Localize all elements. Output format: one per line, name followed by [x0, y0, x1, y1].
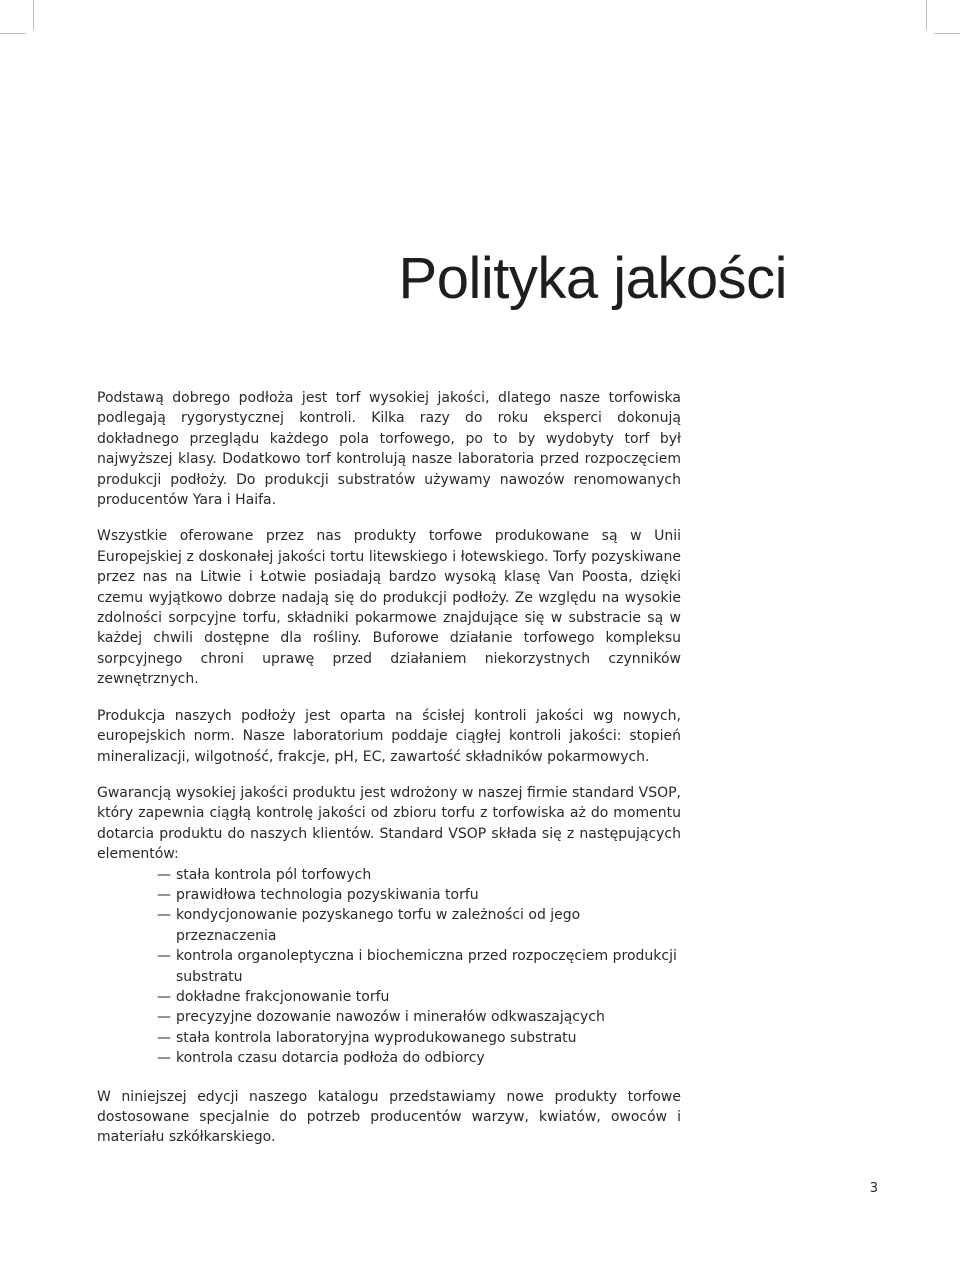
dash-icon: —: [157, 1009, 171, 1026]
list-item: — kontrola czasu dotarcia podłoża do odbiorcy: [157, 1048, 681, 1068]
paragraph-production: Produkcja naszych podłoży jest oparta na ścisłej kontroli jakości wg nowych, europejskich norm. Nasze laboratorium poddaje ciągłej kontroli jakości: stopień mineralizacji, wilgotność, frakcje, pH, EC, zawartość składników pokarmowych.: [97, 707, 681, 765]
list-item: — dokładne frakcjonowanie torfu: [157, 987, 681, 1007]
dash-icon: —: [157, 907, 171, 924]
dash-icon: —: [157, 866, 171, 883]
crop-mark-top-left-horizontal: [0, 33, 26, 34]
crop-mark-top-right-horizontal: [934, 33, 960, 34]
list-item: — stała kontrola pól torfowych: [157, 865, 681, 885]
list-item: — stała kontrola laboratoryjna wyprodukowanego substratu: [157, 1028, 681, 1048]
dash-icon: —: [157, 886, 171, 903]
paragraph-vsop: Gwarancją wysokiej jakości produktu jest wdrożony w naszej firmie standard VSOP, który zapewnia ciągłą kontrolę jakości od zbioru torfu z torfowiska aż do momentu dotarcia produktu do naszych klientów. Standard VSOP składa się z następujących elementów:: [97, 784, 681, 863]
paragraph-intro: Podstawą dobrego podłoża jest torf wysokiej jakości, dlatego nasze torfowiska podlegają rygorystycznej kontroli. Kilka razy do roku eksperci dokonują dokładnego przeglądu każdego pola torfowego, po to by wydobyty torf był najwyższej klasy. Dodatkowo torf kontrolują nasze laboratoria przed rozpoczęciem produkcji podłoży. Do produkcji substratów używamy nawozów renomowanych producentów Yara i Haifa.: [97, 390, 681, 509]
dash-icon: —: [157, 988, 171, 1005]
list-item: — prawidłowa technologia pozyskiwania torfu: [157, 885, 681, 905]
vsop-elements-list: [97, 865, 681, 1069]
crop-mark-top-left-vertical: [33, 0, 34, 30]
list-item: — kondycjonowanie pozyskanego torfu w zależności od jego przeznaczenia: [157, 907, 581, 944]
body-text: [97, 388, 681, 1164]
paragraph-closing: W niniejszej edycji naszego katalogu przedstawiamy nowe produkty torfowe dostosowane specjalnie do potrzeb producentów warzyw, kwiatów, owoców i materiału szkółkarskiego.: [97, 1088, 681, 1146]
crop-mark-top-right-vertical: [926, 0, 927, 30]
dash-icon: —: [157, 948, 171, 965]
list-item: — kontrola organoleptyczna i biochemiczna przed rozpoczęciem produkcji substratu: [157, 948, 677, 985]
list-item: — precyzyjne dozowanie nawozów i minerałów odkwaszających: [157, 1007, 681, 1027]
dash-icon: —: [157, 1029, 171, 1046]
dash-icon: —: [157, 1050, 171, 1067]
page-number: 3: [869, 1181, 878, 1196]
page-title: Polityka jakości: [398, 246, 787, 311]
paragraph-origin: Wszystkie oferowane przez nas produkty torfowe produkowane są w Unii Europejskiej z doskonałej jakości tortu litewskiego i łotewskiego. Torfy pozyskiwane przez nas na Litwie i Łotwie posiadają bardzo wysoką klasę Van Poosta, dzięki czemu wyjątkowo dobrze nadają się do produkcji podłoży. Ze względu na wysokie zdolności sorpcyjne torfu, składniki pokarmowe znajdujące się w substracie są w każdej chwili dostępne dla rośliny. Buforowe działanie torfowego kompleksu sorpcyjnego chroni uprawę przed działaniem niekorzystnych czynników zewnętrznych.: [97, 528, 681, 688]
